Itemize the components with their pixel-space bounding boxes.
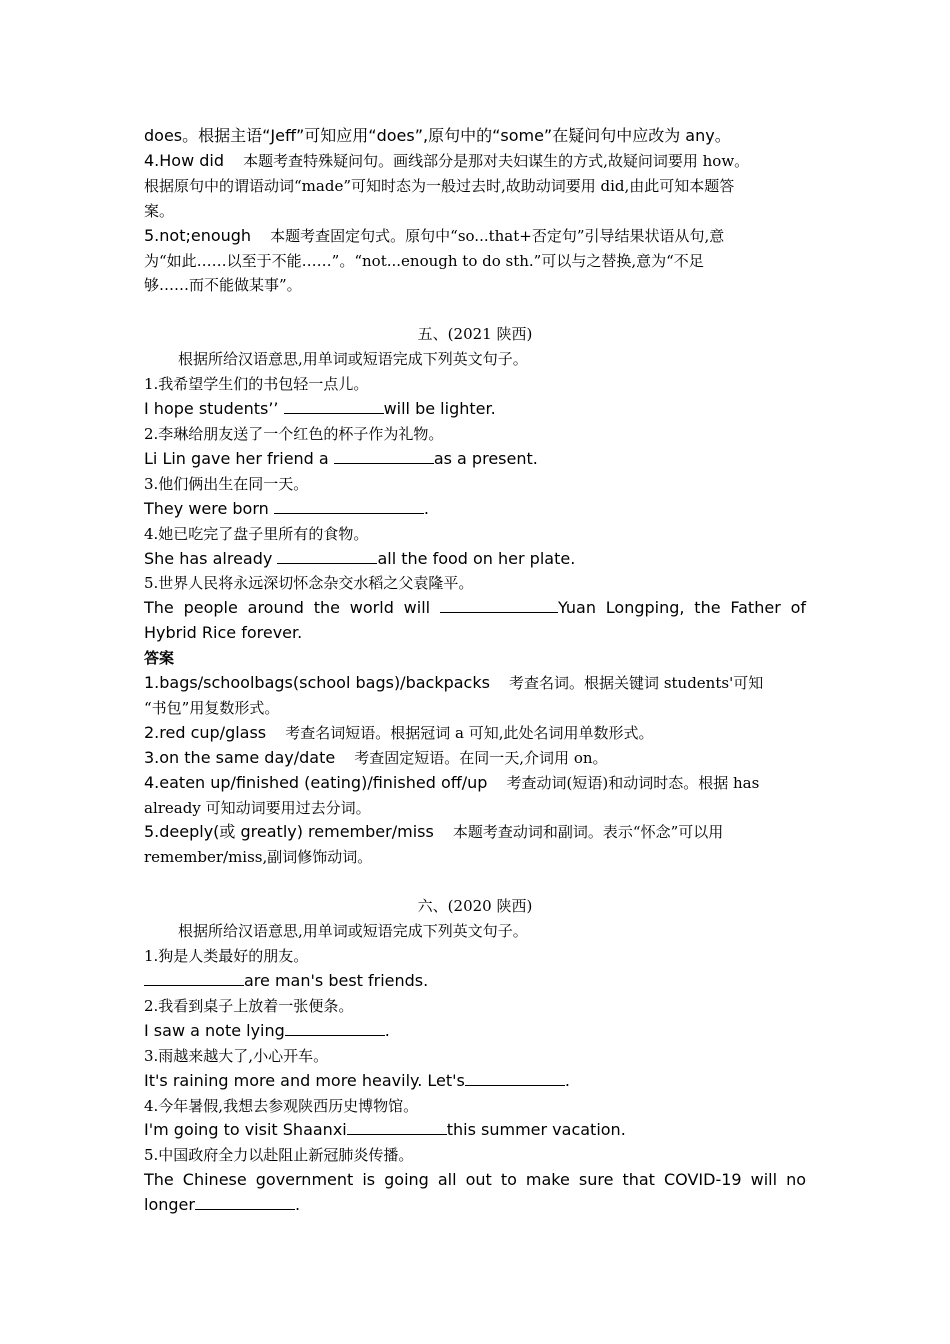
answer-line: 2.red cup/glass 考查名词短语。根据冠词 a 可知,此处名词用单数形式。 [144,722,654,742]
question-en: The people around the world will Yuan Longping, the Father of [144,598,807,618]
question-en: are man's best friends. [144,969,806,994]
answer-line: remember/miss,副词修饰动词。 [144,848,373,867]
question-zh: 4.她已吃完了盘子里所有的食物。 [144,524,369,543]
answer-line: 为“如此……以至于不能……”。“not...enough to do sth.”可以与之替换,意为“不足 [144,251,704,270]
question-zh: 2.我看到桌子上放着一张便条。 [144,996,354,1015]
answer-blank[interactable] [284,397,384,414]
question-en-cont: longer . [144,1195,301,1215]
answer-blank[interactable] [144,969,244,986]
answer-blank[interactable] [347,1118,447,1135]
question-en: The Chinese government is going all out to make sure that COVID-19 will no [144,1170,806,1190]
answer-line [144,149,806,174]
question-en: I saw a note lying . [144,1020,390,1040]
answer-line: 够……而不能做某事”。 [144,276,302,295]
answer-note: 本题考查特殊疑问句。画线部分是那对夫妇谋生的方式,故疑问词要用 how。 [243,151,750,170]
section-title: 六、(2020 陕西) [417,897,533,916]
question-zh: 1.我希望学生们的书包轻一点儿。 [144,375,369,394]
question-zh: 5.中国政府全力以赴阻止新冠肺炎传播。 [144,1146,414,1165]
section-title: 五、(2021 陕西) [417,325,533,344]
question-en-cont: Hybrid Rice forever. [144,623,303,643]
answer-text: 4.How did [144,150,225,170]
question-en: I'm going to visit Shaanxi this summer vacation. [144,1120,626,1140]
answer-blank[interactable] [334,447,434,464]
question-en: They were born . [144,498,429,518]
document-page [144,124,806,1218]
answer-line: 根据原句中的谓语动词“made”可知时态为一般过去时,故助动词要用 did,由此可知本题答 [144,176,735,195]
question-zh: 1.狗是人类最好的朋友。 [144,947,309,966]
answer-line [144,224,806,249]
question-en: She has already all the food on her plate. [144,548,576,568]
question-en: I hope students’’ will be lighter. [144,399,496,419]
answer-line: already 可知动词要用过去分词。 [144,798,371,817]
answer-line: does。根据主语“Jeff”可知应用“does”,原句中的“some”在疑问句中应改为 any。 [144,126,731,145]
answer-line: 3.on the same day/date 考查固定短语。在同一天,介词用 on。 [144,747,608,767]
answer-blank[interactable] [440,596,558,613]
question-zh: 3.他们俩出生在同一天。 [144,474,309,493]
question-zh: 5.世界人民将永远深切怀念杂交水稻之父袁隆平。 [144,574,474,593]
answer-line: 4.eaten up/finished (eating)/finished off/up 考查动词(短语)和动词时态。根据 has [144,772,760,792]
question-en: Li Lin gave her friend a as a present. [144,448,538,468]
answer-blank[interactable] [285,1019,385,1036]
question-zh: 2.李琳给朋友送了一个红色的杯子作为礼物。 [144,424,444,443]
answer-blank[interactable] [195,1193,295,1210]
answer-line: “书包”用复数形式。 [144,698,280,717]
answer-line: 1.bags/schoolbags(school bags)/backpacks 考查名词。根据关键词 students'可知 [144,673,764,693]
question-en: It's raining more and more heavily. Let's . [144,1070,570,1090]
answer-blank[interactable] [274,497,424,514]
section-intro: 根据所给汉语意思,用单词或短语完成下列英文句子。 [178,350,528,369]
question-zh: 4.今年暑假,我想去参观陕西历史博物馆。 [144,1096,419,1115]
answer-heading: 答案 [144,649,175,668]
section-intro: 根据所给汉语意思,用单词或短语完成下列英文句子。 [178,922,528,941]
answer-line: 案。 [144,201,175,220]
answer-text: 5.not;enough [144,225,252,245]
question-zh: 3.雨越来越大了,小心开车。 [144,1046,329,1065]
answer-blank[interactable] [465,1069,565,1086]
answer-note: 本题考查固定句式。原句中“so...that+否定句”引导结果状语从句,意 [270,226,725,245]
answer-blank[interactable] [277,547,377,564]
answer-line: 5.deeply(或 greatly) remember/miss 本题考查动词和副词。表示“怀念”可以用 [144,822,724,842]
